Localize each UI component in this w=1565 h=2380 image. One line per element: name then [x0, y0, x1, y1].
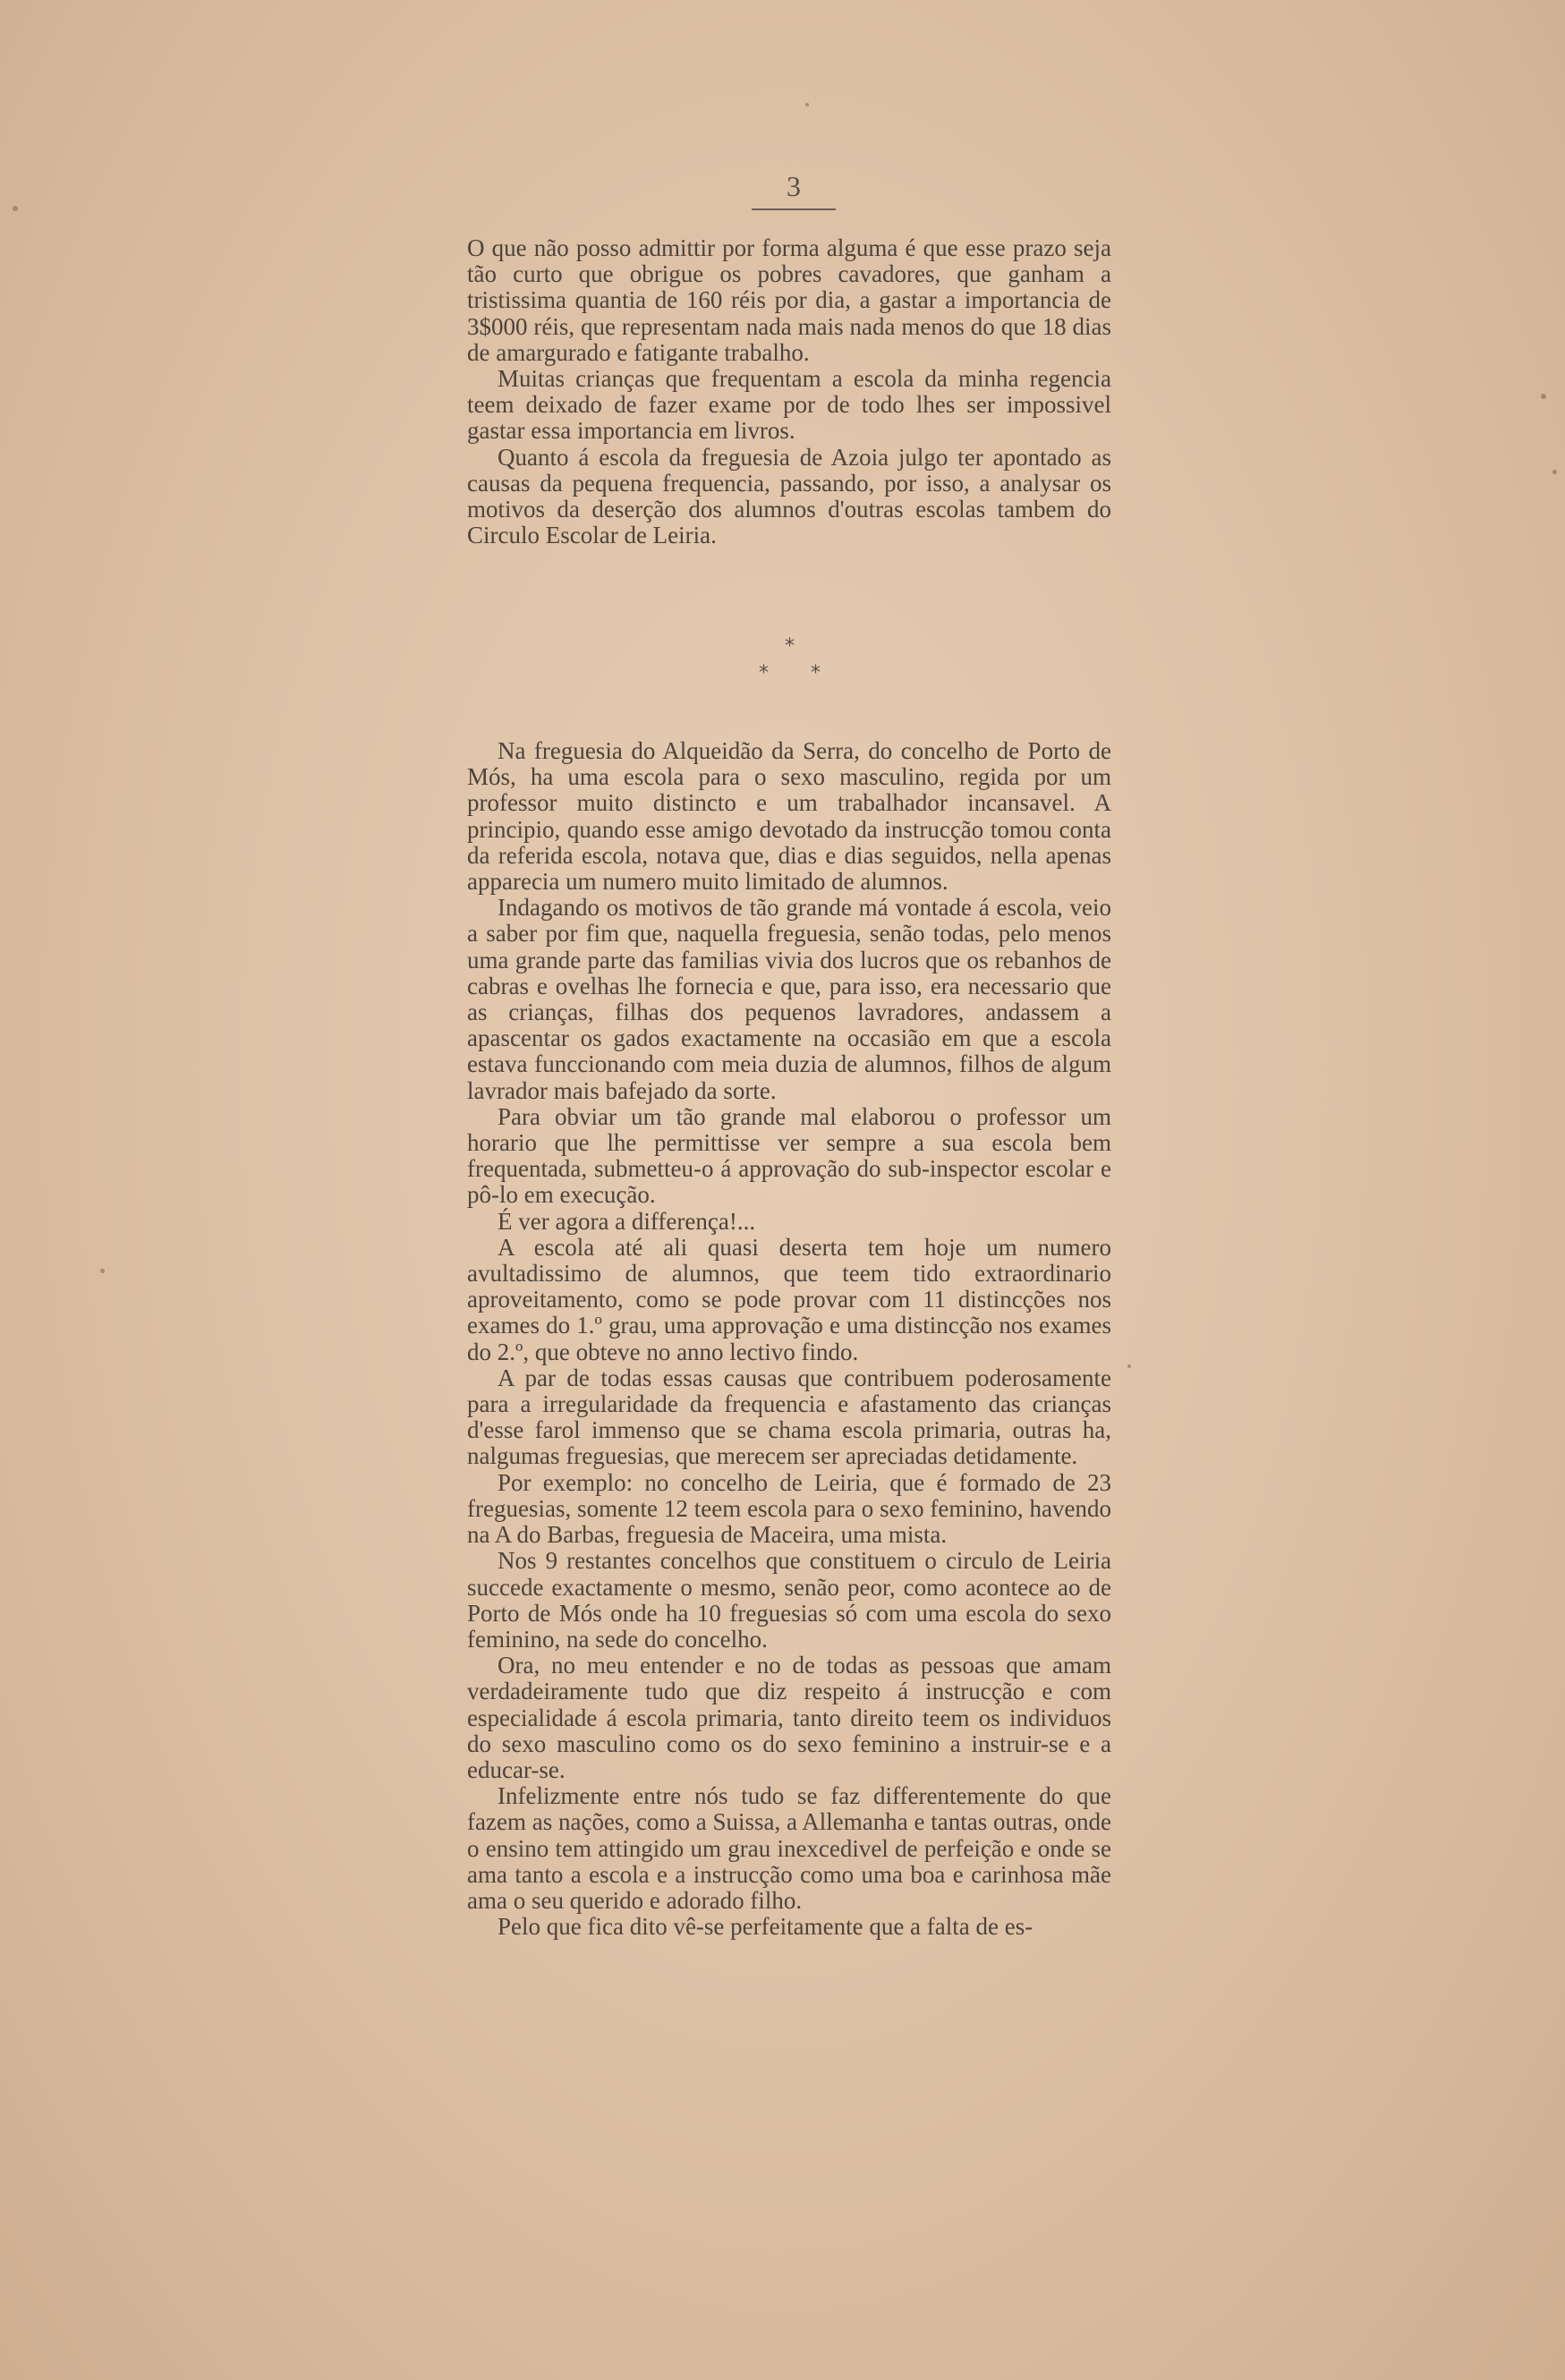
- paragraph: O que não posso admittir por forma alguma é que esse prazo seja tão curto que obrigue os pobres cavadores, que ganham a tristissima quantia de 160 réis por dia, a gastar a importancia de 3$000 réis, que representam nada mais nada menos do que 18 dias de amargurado e fatigante trabalho.: [467, 234, 1111, 366]
- paper-speck: [1541, 394, 1546, 399]
- section-separator: [748, 635, 838, 693]
- paragraph: Indagando os motivos de tão grande má vontade á escola, veio a saber por fim que, naquella freguesia, senão todas, pelo menos uma grande parte das familias vivia dos lucros que os rebanhos de cabras e ovelhas lhe fornecia e que, para isso, era necessario que as crianças, filhas dos pequenos lavradores, andassem a apascentar os gados exactamente na occasião em que a escola estava funccionando com meia duzia de alumnos, filhos de algum lavrador mais bafejado da sorte.: [467, 894, 1111, 1104]
- paragraph: Infelizmente entre nós tudo se faz differentemente do que fazem as nações, como a Suissa, a Allemanha e tantas outras, onde o ensino tem attingido um grau inexcedivel de perfeição e onde se ama tanto a escola e a instrucção como uma boa e carinhosa mãe ama o seu querido e adorado filho.: [467, 1782, 1111, 1914]
- paragraph: Muitas crianças que frequentam a escola da minha regencia teem deixado de fazer exame por de todo lhes ser impossivel gastar essa importancia em livros.: [467, 365, 1111, 445]
- paper-speck: [1127, 1364, 1131, 1368]
- asterisk-mark: *: [785, 635, 795, 658]
- paragraph: Ora, no meu entender e no de todas as pessoas que amam verdadeiramente tudo que diz respeito á instrucção e com especialidade á escola primaria, tanto direito teem os individuos do sexo masculino como os do sexo feminino a instruir-se e a educar-se.: [467, 1652, 1111, 1783]
- paragraph: A escola até ali quasi deserta tem hoje um numero avultadissimo de alumnos, que teem tido extraordinario aproveitamento, como se pode provar com 11 distincções nos exames do 1.º grau, uma approvação e uma distincção nos exames do 2.º, que obteve no anno lectivo findo.: [467, 1233, 1111, 1365]
- main-text-block: [467, 738, 1111, 1940]
- paragraph: Quanto á escola da freguesia de Azoia julgo ter apontado as causas da pequena frequencia, passando, por isso, a analysar os motivos da deserção dos alumnos d'outras escolas tambem do Circulo Escolar de Leiria.: [467, 443, 1111, 549]
- page-number: 3: [752, 170, 836, 210]
- asterisk-mark: *: [811, 662, 821, 684]
- paper-speck: [13, 206, 18, 211]
- paragraph: Nos 9 restantes concelhos que constituem o circulo de Leiria succede exactamente o mesmo, senão peor, como acontece ao de Porto de Mós onde ha 10 freguesias só com uma escola do sexo feminino, na sede do concelho.: [467, 1547, 1111, 1653]
- top-text-block: [467, 235, 1111, 548]
- paragraph: Por exemplo: no concelho de Leiria, que é formado de 23 freguesias, somente 12 teem escola para o sexo feminino, havendo na A do Barbas, freguesia de Maceira, uma mista.: [467, 1468, 1111, 1549]
- paragraph: Para obviar um tão grande mal elaborou o professor um horario que lhe permittisse ver sempre a sua escola bem frequentada, submetteu-o á approvação do sub-inspector escolar e pô-lo em execução.: [467, 1102, 1111, 1209]
- paragraph: Pelo que fica dito vê-se perfeitamente que a falta de es-: [498, 1913, 1033, 1941]
- paper-speck: [1552, 470, 1557, 474]
- paragraph: A par de todas essas causas que contribuem poderosamente para a irregularidade da frequencia e afastamento das crianças d'esse farol immenso que se chama escola primaria, outras ha, nalgumas freguesias, que merecem ser apreciadas detidamente.: [467, 1364, 1111, 1470]
- paragraph: É ver agora a differença!...: [498, 1207, 756, 1235]
- asterisk-mark: *: [759, 662, 769, 684]
- paper-speck: [100, 1269, 105, 1273]
- paragraph: Na freguesia do Alqueidão da Serra, do concelho de Porto de Mós, ha uma escola para o sexo masculino, regida por um professor muito distincto e um trabalhador incansavel. A principio, quando esse amigo devotado da instrucção tomou conta da referida escola, notava que, dias e dias seguidos, nella apenas apparecia um numero muito limitado de alumnos.: [467, 737, 1111, 896]
- paper-speck: [805, 103, 809, 106]
